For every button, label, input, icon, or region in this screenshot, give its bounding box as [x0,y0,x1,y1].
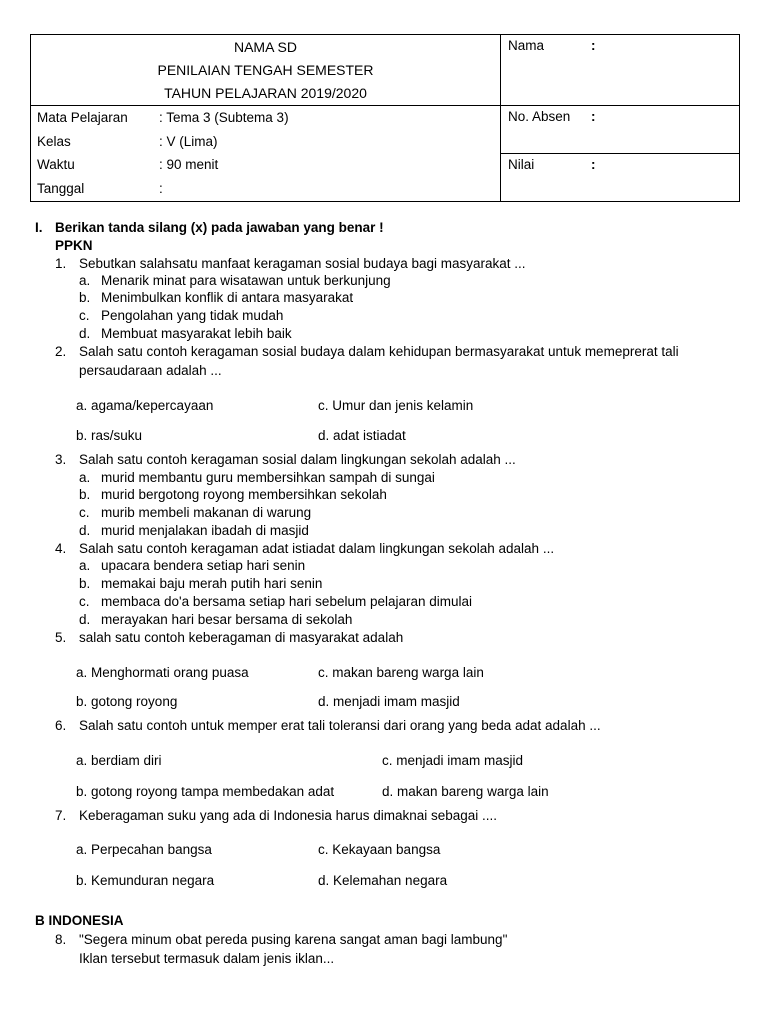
option-letter: b. [79,576,91,591]
name-field [501,35,740,106]
question-text: "Segera minum obat pereda pusing karena sangat aman bagi lambung" [79,932,508,947]
header-table [30,34,740,202]
absen-label: No. Absen [508,109,571,124]
option-text: b. Kemunduran negara [76,873,215,888]
question-number: 8. [55,932,67,947]
option-text: d. Kelemahan negara [318,873,448,888]
option-text: merayakan hari besar bersama di sekolah [101,612,353,627]
option-text: upacara bendera setiap hari senin [101,558,306,573]
question-text-cont: Iklan tersebut termasuk dalam jenis iklan... [79,951,335,966]
question-number: 7. [55,808,67,823]
option-letter: a. [79,558,91,573]
option-text: b. gotong royong [76,694,178,709]
score-field [501,154,740,202]
option-letter: c. [79,308,90,323]
section-number: I. [35,220,43,235]
option-text: a. berdiam diri [76,753,162,768]
info-value: : [159,180,163,196]
option-text: c. menjadi imam masjid [382,753,524,768]
info-label: Mata Pelajaran [37,110,128,126]
question-number: 5. [55,630,67,645]
option-text: murid menjalakan ibadah di masjid [101,523,309,538]
question-text: Salah satu contoh untuk memper erat tali toleransi dari orang yang beda adat adalah ... [79,718,601,733]
option-letter: b. [79,290,91,305]
info-label: Tanggal [37,180,85,196]
question-text-cont: persaudaraan adalah ... [79,363,222,378]
info-row-time [31,153,500,177]
name-colon: : [591,38,596,53]
option-text: murid membantu guru membersihkan sampah di sungai [101,470,435,485]
option-text: d. makan bareng warga lain [382,784,549,799]
option-text: Pengolahan yang tidak mudah [101,308,284,323]
info-label: Kelas [37,133,71,149]
score-colon: : [591,157,596,172]
academic-year: TAHUN PELAJARAN 2019/2020 [164,85,367,101]
option-text: murib membeli makanan di warung [101,505,312,520]
option-text: a. agama/kepercayaan [76,398,214,413]
option-text: Menarik minat para wisatawan untuk berkunjung [101,273,391,288]
absen-field [501,106,740,154]
score-label: Nilai [508,157,535,172]
info-label: Waktu [37,157,75,173]
info-value: : V (Lima) [159,133,218,149]
option-text: c. Umur dan jenis kelamin [318,398,474,413]
option-letter: a. [79,273,91,288]
absen-colon: : [591,109,596,124]
name-label: Nama [508,38,545,53]
question-number: 1. [55,256,67,271]
info-value: : Tema 3 (Subtema 3) [159,110,289,126]
info-row-subject [31,106,500,130]
question-number: 2. [55,344,67,359]
option-text: Membuat masyarakat lebih baik [101,326,292,341]
option-text: murid bergotong royong membersihkan sekolah [101,487,387,502]
subject-bindonesia: B INDONESIA [35,913,124,928]
question-text: Salah satu contoh keragaman adat istiadat dalam lingkungan sekolah adalah ... [79,541,555,556]
info-row-date [31,177,500,201]
question-number: 3. [55,452,67,467]
option-letter: c. [79,594,90,609]
option-text: a. Perpecahan bangsa [76,842,212,857]
question-text: salah satu contoh keberagaman di masyarakat adalah [79,630,404,645]
option-text: c. Kekayaan bangsa [318,842,441,857]
option-text: d. menjadi imam masjid [318,694,460,709]
option-text: d. adat istiadat [318,428,406,443]
option-text: b. ras/suku [76,428,143,443]
option-text: Menimbulkan konflik di antara masyarakat [101,290,354,305]
question-number: 6. [55,718,67,733]
option-letter: d. [79,612,91,627]
option-text: a. Menghormati orang puasa [76,665,249,680]
question-text: Sebutkan salahsatu manfaat keragaman sosial budaya bagi masyarakat ... [79,256,526,271]
info-value: : 90 menit [159,157,219,173]
info-row-class [31,130,500,154]
option-letter: a. [79,470,91,485]
question-number: 4. [55,541,67,556]
option-text: b. gotong royong tampa membedakan adat [76,784,335,799]
subject-ppkn: PPKN [55,238,93,253]
question-text: Keberagaman suku yang ada di Indonesia harus dimaknai sebagai .... [79,808,498,823]
question-text: Salah satu contoh keragaman sosial dalam lingkungan sekolah adalah ... [79,452,516,467]
option-text: memakai baju merah putih hari senin [101,576,323,591]
option-letter: d. [79,523,91,538]
option-letter: c. [79,505,90,520]
title-block [31,35,501,106]
question-text: Salah satu contoh keragaman sosial budaya dalam kehidupan bermasyarakat untuk memeprerat tali [79,344,679,359]
section-instruction: Berikan tanda silang (x) pada jawaban yang benar ! [55,220,384,235]
option-text: c. makan bareng warga lain [318,665,484,680]
option-letter: b. [79,487,91,502]
school-name: NAMA SD [233,39,297,55]
option-letter: d. [79,326,91,341]
exam-info [31,106,501,202]
option-text: membaca do'a bersama setiap hari sebelum pelajaran dimulai [101,594,473,609]
exam-title: PENILAIAN TENGAH SEMESTER [157,62,374,78]
